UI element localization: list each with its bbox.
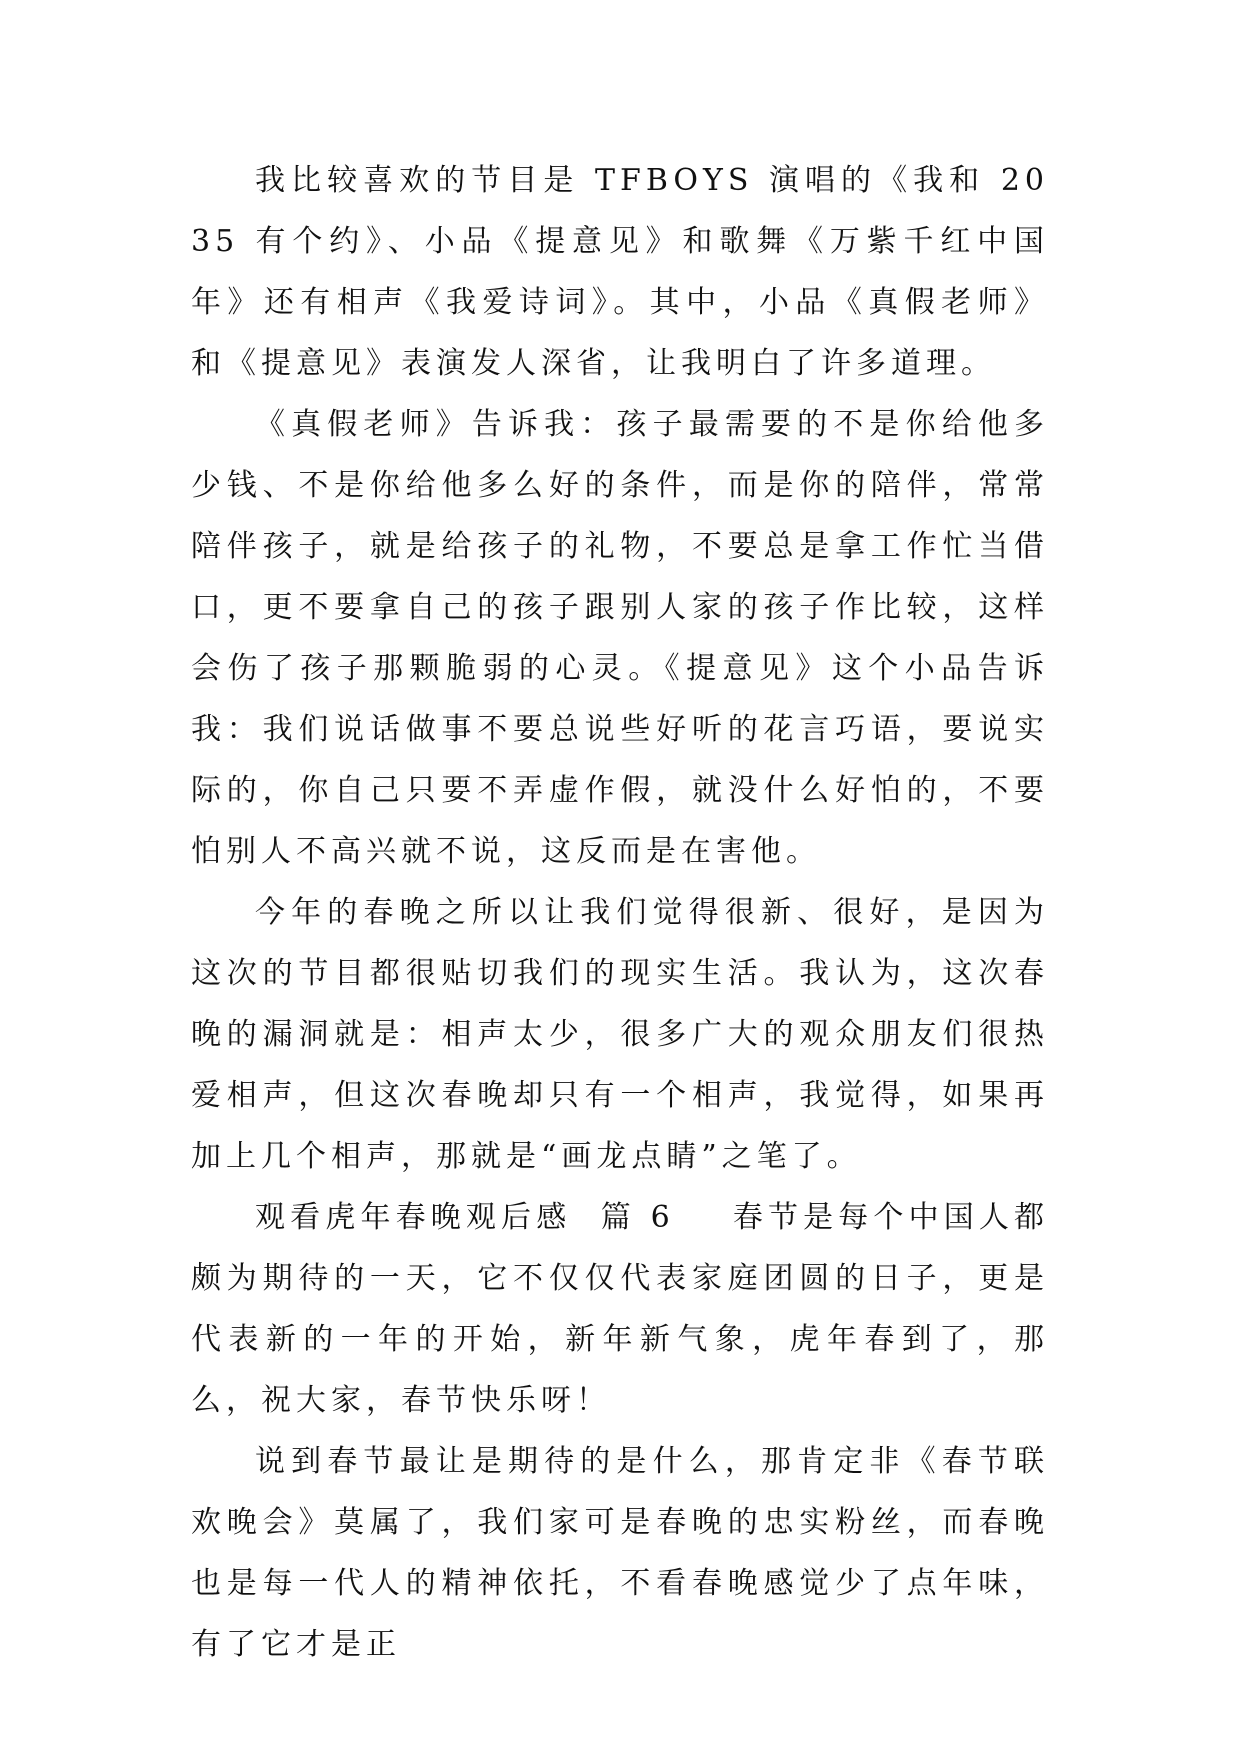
paragraph-spring-gala-expectation: 说到春节最让是期待的是什么，那肯定非《春节联欢晚会》莫属了，我们家可是春晚的忠实粉丝，而春晚也是每一代人的精神依托，不看春晚感觉少了点年味，有了它才是正	[191, 1444, 1049, 1662]
document-body	[191, 150, 1049, 1675]
paragraph-section-6	[191, 1187, 1049, 1431]
section-number: 篇 6	[600, 1200, 675, 1235]
section-heading: 观看虎年春晚观后感	[255, 1200, 572, 1235]
paragraph-skit-lessons: 《真假老师》告诉我：孩子最需要的不是你给他多少钱、不是你给他多么好的条件，而是你的陪伴，常常陪伴孩子，就是给孩子的礼物，不要总是拿工作忙当借口，更不要拿自己的孩子跟别人家的孩子作比较，这样会伤了孩子那颗脆弱的心灵。《提意见》这个小品告诉我：我们说话做事不要总说些好听的花言巧语，要说实际的，你自己只要不弄虚作假，就没什么好怕的，不要怕别人不高兴就不说，这反而是在害他。	[191, 407, 1049, 869]
paragraph-gala-review: 今年的春晚之所以让我们觉得很新、很好，是因为这次的节目都很贴切我们的现实生活。我认为，这次春晚的漏洞就是：相声太少，很多广大的观众朋友们很热爱相声，但这次春晚却只有一个相声，我觉得，如果再加上几个相声，那就是“画龙点睛”之笔了。	[191, 895, 1049, 1174]
paragraph-favorite-programs: 我比较喜欢的节目是 TFBOYS 演唱的《我和 2035 有个约》、小品《提意见》和歌舞《万紫千红中国年》还有相声《我爱诗词》。其中，小品《真假老师》和《提意见》表演发人深省，让我明白了许多道理。	[191, 163, 1049, 381]
section-text: 春节是每个中国人都颇为期待的一天，它不仅仅代表家庭团圆的日子，更是代表新的一年的开始，新年新气象，虎年春到了，那么，祝大家，春节快乐呀！	[191, 1200, 1050, 1418]
